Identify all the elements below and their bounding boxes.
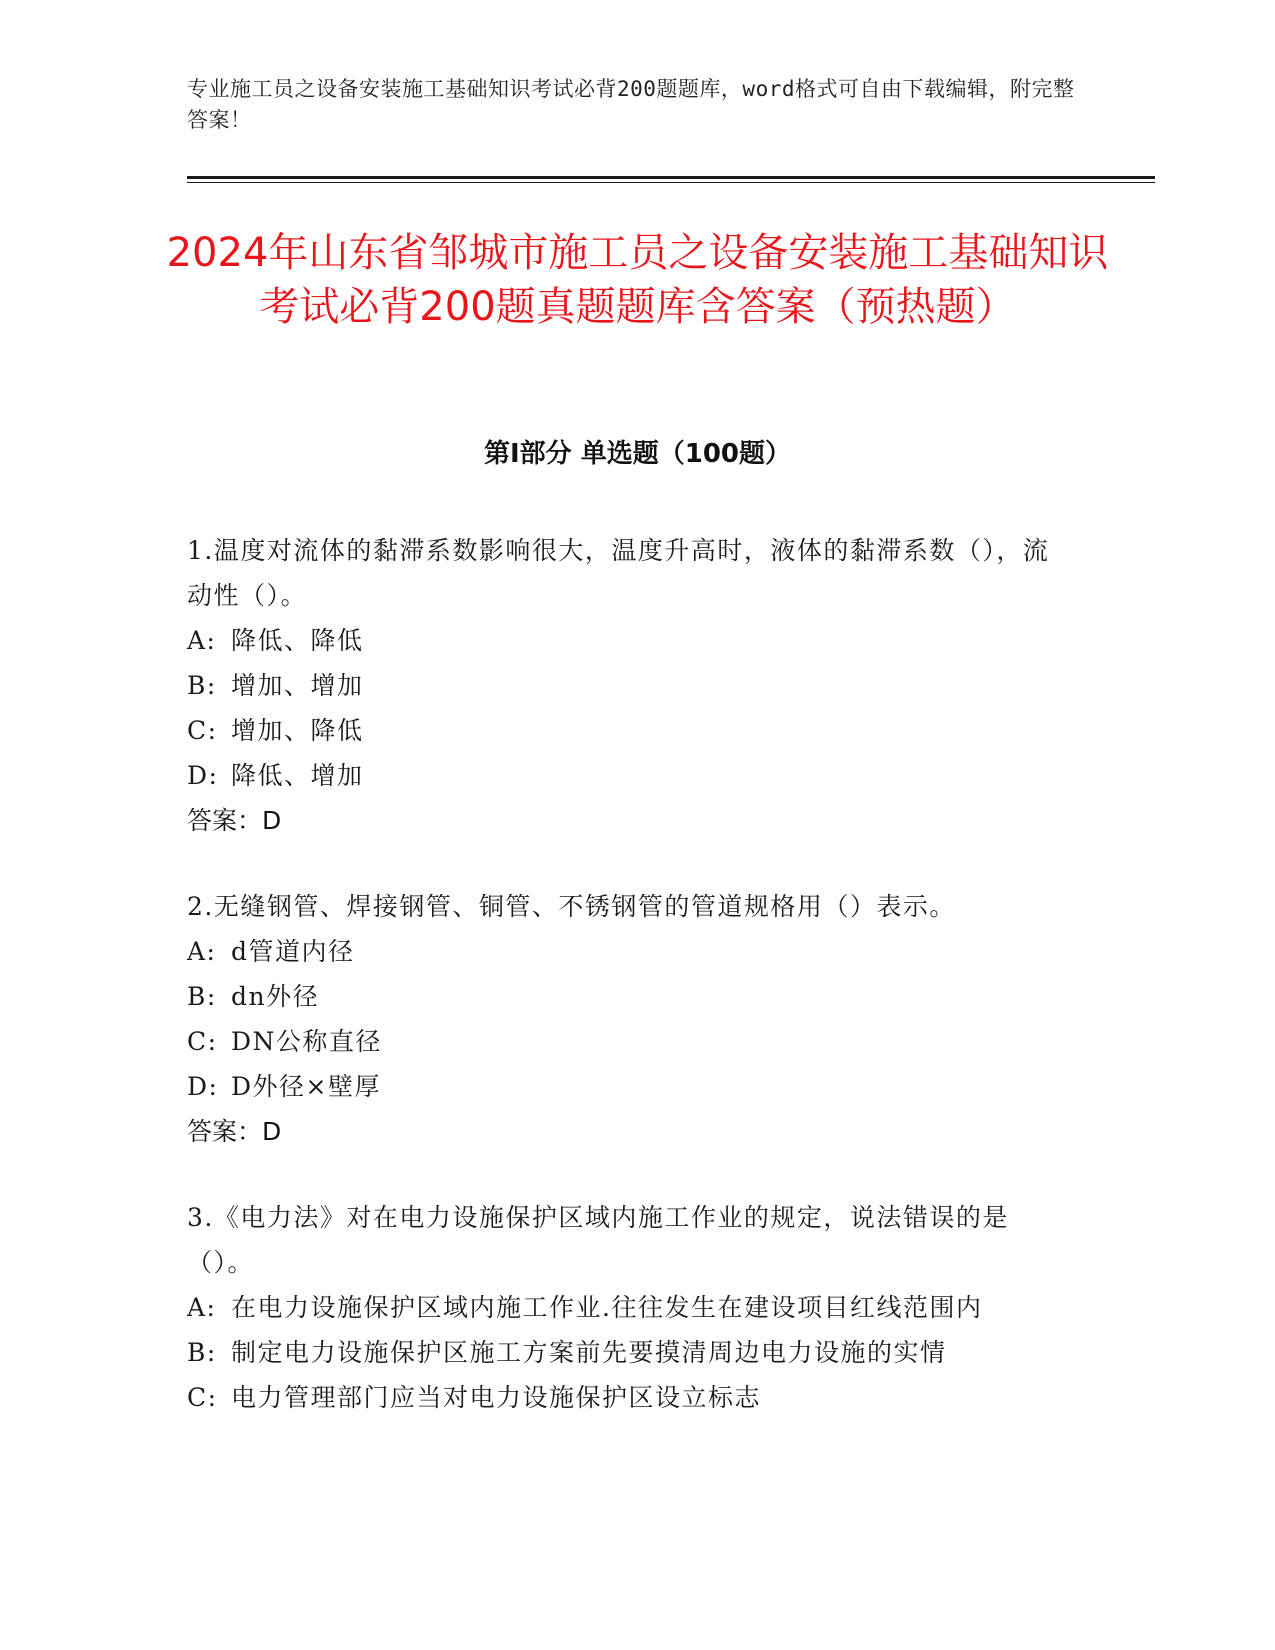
option-text: D外径×壁厚: [231, 1072, 381, 1101]
option-letter: A:: [187, 1293, 217, 1322]
question-stem: 2.无缝钢管、焊接钢管、铜管、不锈钢管的管道规格用（）表示。: [187, 892, 956, 921]
question-3: [187, 1195, 1067, 1420]
answer-line: 答案：D: [187, 806, 282, 835]
option-letter: C:: [187, 1027, 218, 1056]
option-letter: B:: [187, 671, 217, 700]
option-letter: A:: [187, 626, 217, 655]
option-letter: D:: [187, 1072, 219, 1101]
option-c: [187, 708, 1067, 753]
document-title: 2024年山东省邹城市施工员之设备安装施工基础知识考试必背200题真题题库含答案（预热题）: [166, 230, 1109, 330]
option-text: DN公称直径: [231, 1027, 382, 1056]
option-d: [187, 753, 1067, 798]
option-letter: C:: [187, 1383, 218, 1412]
option-text: dn外径: [231, 982, 320, 1011]
option-text: 降低、降低: [231, 626, 364, 655]
option-d: [187, 1064, 1067, 1109]
option-c: [187, 1019, 1067, 1064]
option-text: 在电力设施保护区域内施工作业.往往发生在建设项目红线范围内: [231, 1293, 983, 1322]
option-text: d管道内径: [231, 937, 355, 966]
option-b: [187, 663, 1067, 708]
option-text: 增加、增加: [231, 671, 364, 700]
header-note: 专业施工员之设备安装施工基础知识考试必背200题题库，word格式可自由下载编辑，附完整答案！: [187, 77, 1075, 132]
option-b: [187, 974, 1067, 1019]
question-2: [187, 884, 1067, 1154]
header-rule-thin: [187, 182, 1155, 183]
option-a: [187, 1285, 1067, 1330]
option-letter: B:: [187, 1338, 217, 1367]
option-a: [187, 618, 1067, 663]
question-1: [187, 528, 1067, 843]
section-heading: 第Ⅰ部分 单选题（100题）: [484, 439, 791, 469]
option-b: [187, 1330, 1067, 1375]
option-text: 制定电力设施保护区施工方案前先要摸清周边电力设施的实情: [231, 1338, 947, 1367]
header-rule: [187, 176, 1155, 179]
option-text: 增加、降低: [231, 716, 364, 745]
option-letter: A:: [187, 937, 217, 966]
option-letter: D:: [187, 761, 219, 790]
option-text: 电力管理部门应当对电力设施保护区设立标志: [231, 1383, 762, 1412]
option-a: [187, 929, 1067, 974]
option-letter: B:: [187, 982, 217, 1011]
question-list: [187, 528, 1067, 1461]
question-stem: 3.《电力法》对在电力设施保护区域内施工作业的规定，说法错误的是（）。: [187, 1203, 1009, 1277]
option-c: [187, 1375, 1067, 1420]
option-text: 降低、增加: [231, 761, 364, 790]
question-stem: 1.温度对流体的黏滞系数影响很大，温度升高时，液体的黏滞系数（），流动性（）。: [187, 536, 1050, 610]
option-letter: C:: [187, 716, 218, 745]
answer-line: 答案：D: [187, 1117, 282, 1146]
